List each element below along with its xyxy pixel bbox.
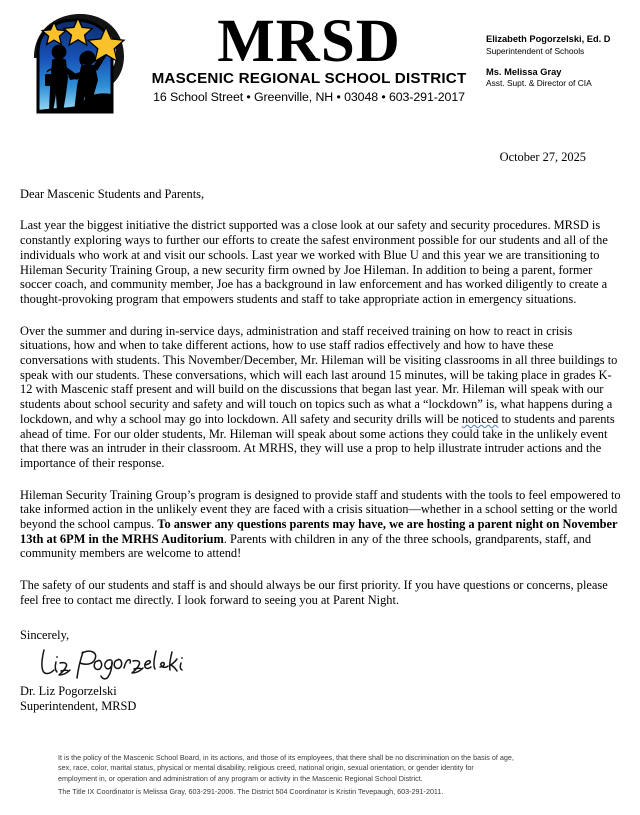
district-wordmark: [132, 8, 486, 104]
wordmark-mrsd: MRSD: [217, 8, 401, 75]
letter-salutation: Dear Mascenic Students and Parents,: [20, 186, 205, 201]
assistant-superintendent-name: Ms. Melissa Gray: [486, 66, 562, 77]
policy-line-3: employment in, or operation and administration of any program or activity in the Mascenic Regional School District.: [58, 773, 423, 783]
superintendent-name: Elizabeth Pogorzelski, Ed. D: [486, 34, 611, 44]
letter-body: [0, 150, 640, 714]
assistant-superintendent-title: Asst. Supt. & Director of CIA: [486, 78, 592, 89]
signer-name: Dr. Liz Pogorzelski: [20, 684, 117, 699]
signer-title: Superintendent, MRSD: [20, 698, 137, 713]
signature-image: [36, 644, 624, 684]
paragraph-3-text-b: . Parents with children in any of the three schools, grandparents, staff, and community members are welcome to attend!: [20, 531, 592, 561]
policy-line-2: sex, race, color, marital status, physical or mental disability, religious creed, national origin, sexual orientation, or gender identity for: [58, 763, 474, 773]
paragraph-1: Last year the biggest initiative the district supported was a close look at our safety and security procedures. MRSD is constantly exploring ways to further our efforts to create the safest environment possible for our students and all of the individuals who work at and visit our schools. Last year we worked with Blue U and this year we are transitioning to Hileman Security Training Group, a new security firm owned by Joe Hileman. In addition to being a parent, former soccer coach, and community member, Joe has a background in law enforcement and has worked diligently to create a thought-provoking program that empowers students and staff to take appropriate action in emergency situations.: [20, 218, 608, 306]
wordmark-district-name: MASCENIC REGIONAL SCHOOL DISTRICT: [151, 69, 467, 87]
admin-contact-block: [486, 8, 628, 89]
letterhead: [0, 0, 640, 122]
nondiscrimination-footer: [0, 753, 640, 797]
superintendent-title: Superintendent of Schools: [486, 45, 585, 56]
mrsd-logo-icon: [18, 8, 136, 120]
letter-date: October 27, 2025: [499, 150, 586, 164]
wordmark-address: 16 School Street • Greenville, NH • 03048 • 603-291-2017: [153, 89, 465, 104]
paragraph-4: The safety of our students and staff is and should always be our first priority. If you have questions or concerns, please feel free to contact me directly. I look forward to seeing you at Parent Night.: [20, 578, 608, 607]
paragraph-2: [20, 324, 624, 471]
policy-line-1: It is the policy of the Mascenic School Board, in its actions, and those of its employees, that there shall be no discrimination on the basis of age,: [58, 753, 514, 763]
spellcheck-flagged-word: noticed: [461, 411, 499, 426]
coordinator-contacts: The Title IX Coordinator is Melissa Gray, 603-291-2006. The District 504 Coordinator is Kristin Tevepaugh, 603-291-2011.: [58, 786, 444, 796]
paragraph-2-text-a: Over the summer and during in-service days, administration and staff received training on how to react in crisis situations, how and when to take different actions, how to use staff radios effectively and how to have these conversations with students. This November/December, Mr. Hileman will be visiting classrooms in all three buildings to speak with our students. These conversations, which will each last around 15 minutes, will be taking place in grades K-12 with Mascenic staff present and will build on the discussions that began last year. Mr. Hileman will speak with our students about school security and safety and will touch on topics such as what a “lockdown” is, what happens during a lockdown, and why a school may go into lockdown. All safety and security drills will be: [20, 323, 618, 426]
paragraph-3: [20, 488, 624, 562]
paragraph-2-text-b: to students and parents ahead of time. For our older students, Mr. Hileman will speak about some actions they could take in the unlikely event that there was an intruder in their classroom. At MRHS, they will use a prop to help illustrate intruder actions and the importance of their response.: [20, 411, 615, 470]
admin-spacer: [486, 57, 628, 67]
paragraph-3-text-a: Hileman Security Training Group’s program is designed to provide staff and students with the tools to feel empowered to take informed action in the unlikely event they are faced with a crisis situation—whether in a school setting or the world beyond the school campus.: [20, 487, 621, 532]
parent-night-announcement: To answer any questions parents may have, we are hosting a parent night on November 13th at 6PM in the MRHS Auditorium: [20, 517, 618, 546]
letter-closing: Sincerely,: [20, 627, 70, 642]
